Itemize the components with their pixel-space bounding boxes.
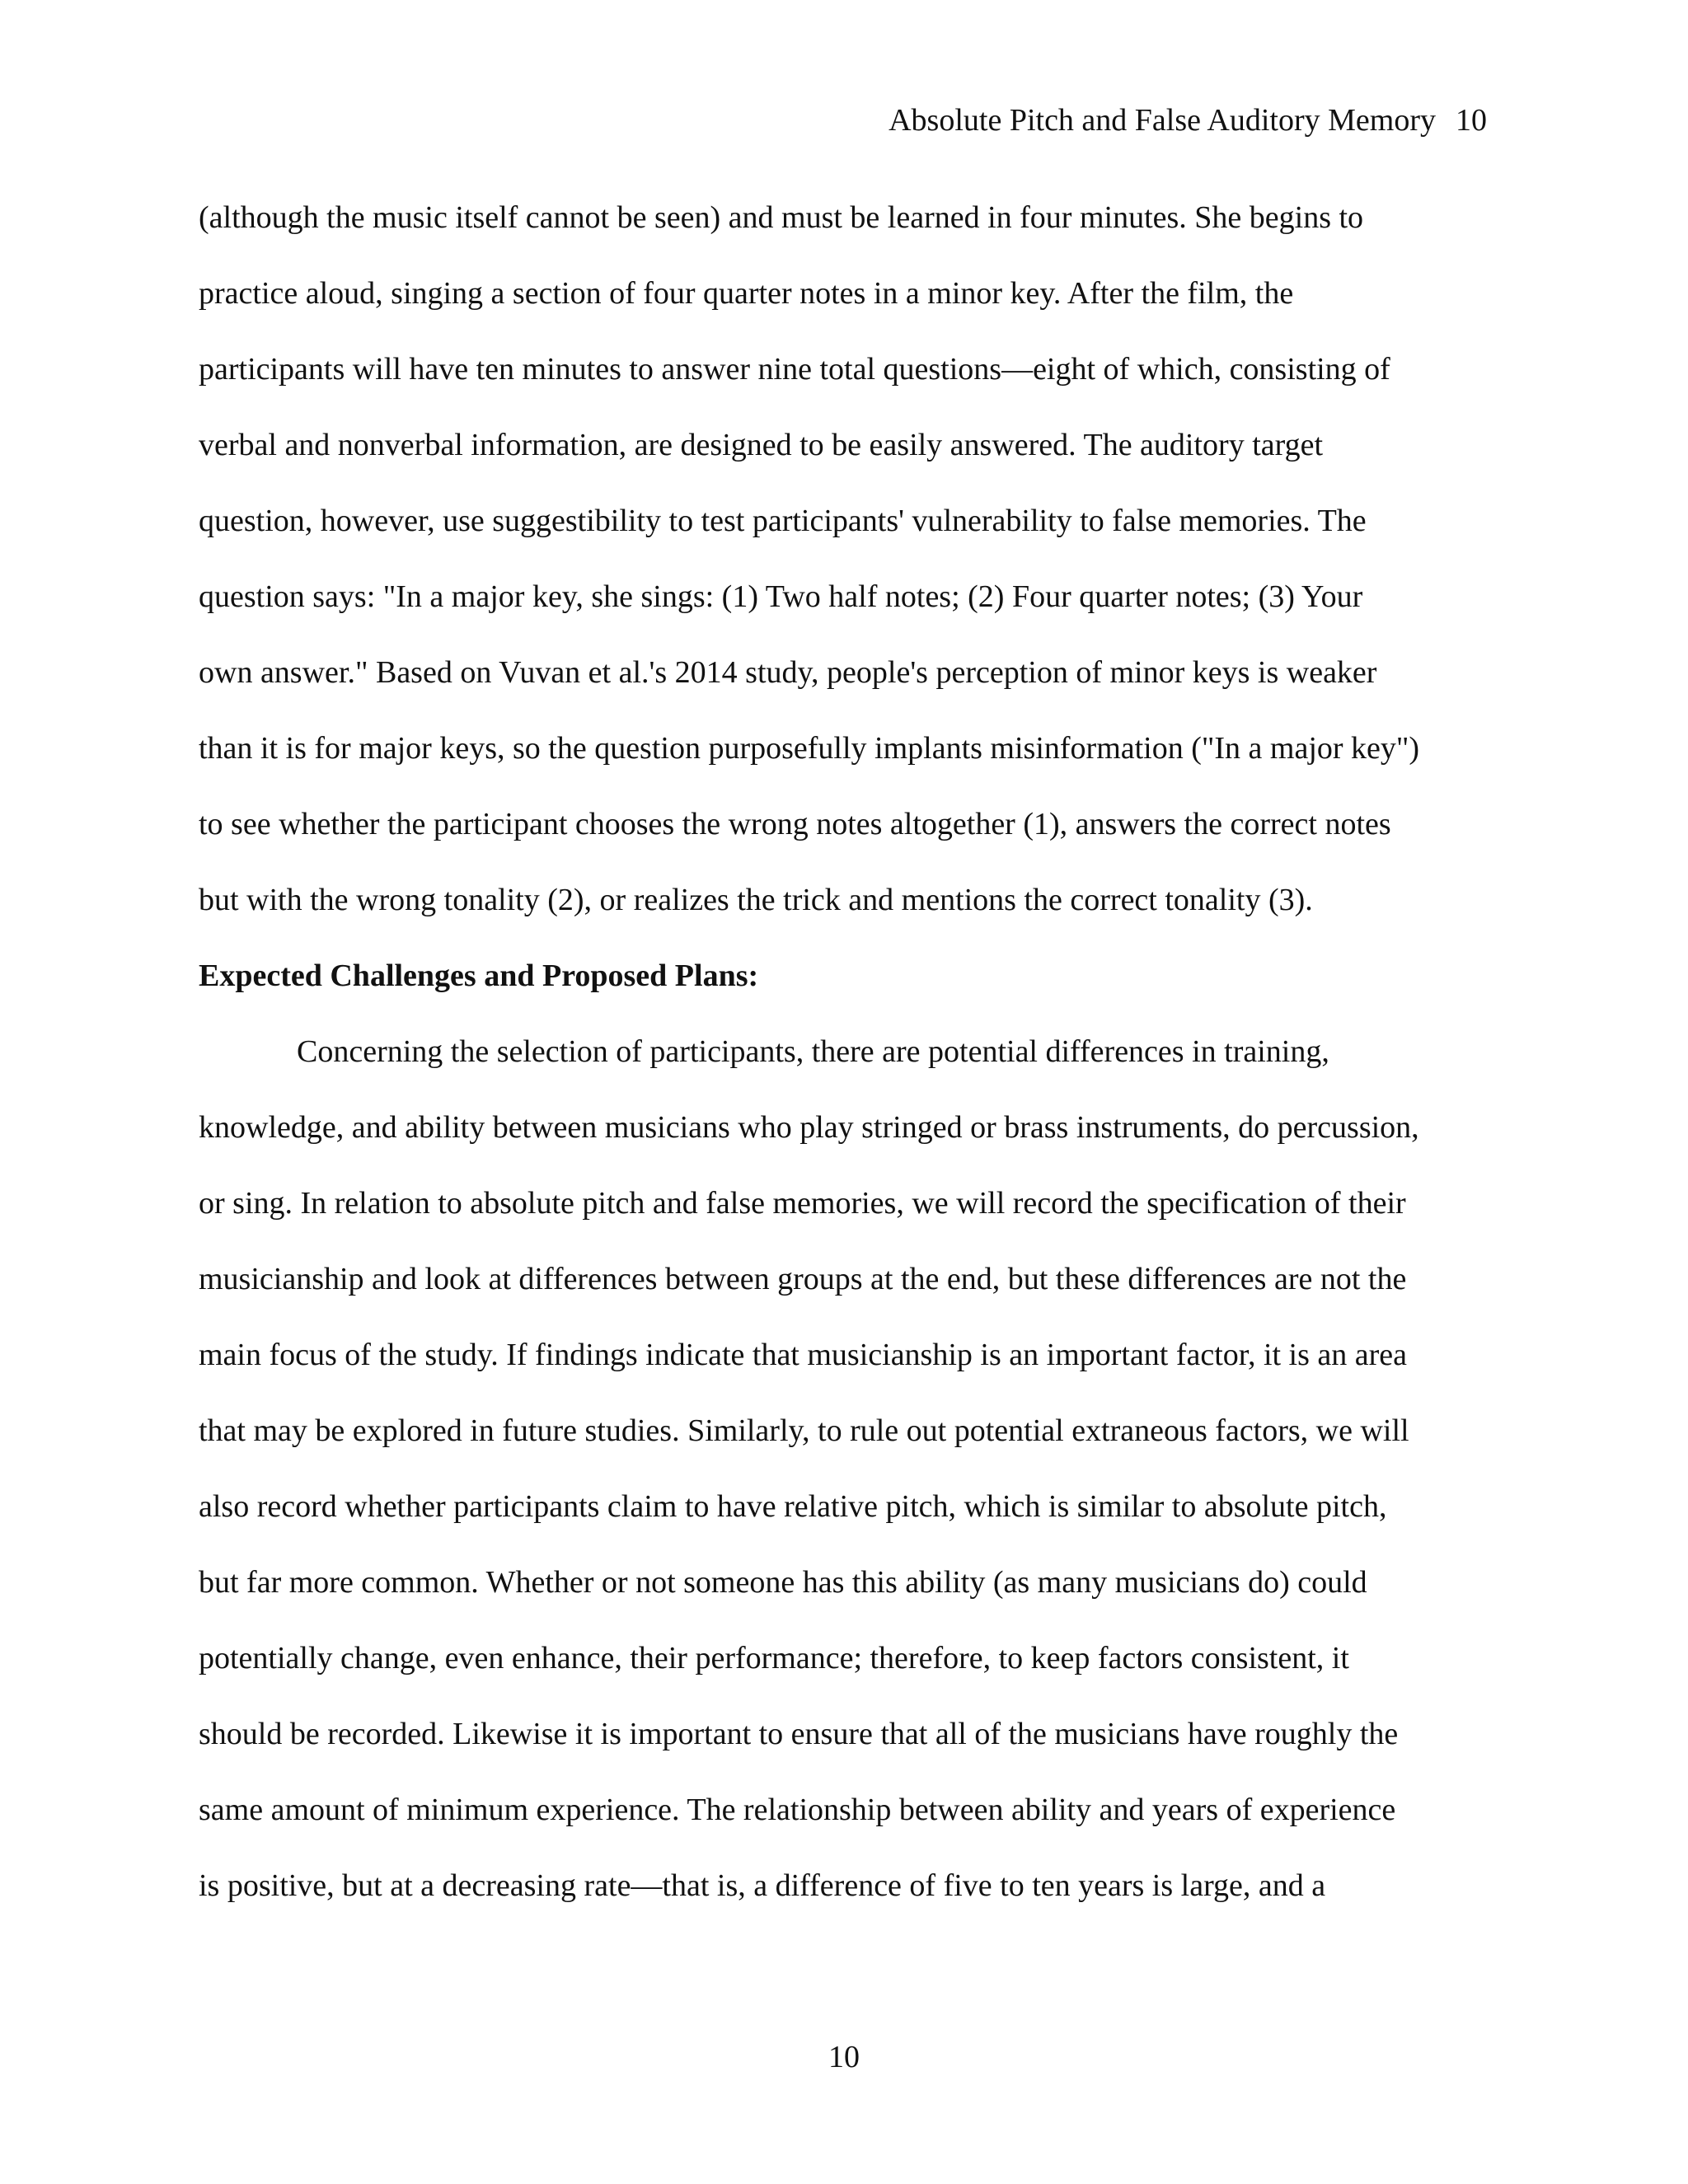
running-head-page-number: 10 bbox=[1456, 103, 1487, 138]
text-line: (although the music itself cannot be seen) and must be learned in four minutes. She begins to bbox=[199, 200, 1364, 235]
text-line: same amount of minimum experience. The relationship between ability and years of experience bbox=[199, 1793, 1396, 1827]
text-line: question, however, use suggestibility to test participants' vulnerability to false memories. The bbox=[199, 504, 1367, 538]
text-line: to see whether the participant chooses the wrong notes altogether (1), answers the correct notes bbox=[199, 807, 1391, 841]
text-line: potentially change, even enhance, their performance; therefore, to keep factors consistent, it bbox=[199, 1641, 1349, 1675]
text-line: main focus of the study. If findings indicate that musicianship is an important factor, it is an area bbox=[199, 1338, 1408, 1372]
text-line: also record whether participants claim to have relative pitch, which is similar to absolute pitch, bbox=[199, 1489, 1387, 1524]
text-line: practice aloud, singing a section of four quarter notes in a minor key. After the film, the bbox=[199, 276, 1294, 311]
text-line: question says: "In a major key, she sings: (1) Two half notes; (2) Four quarter notes; (3) Your bbox=[199, 579, 1363, 614]
text-line: than it is for major keys, so the question purposefully implants misinformation ("In a major key") bbox=[199, 731, 1420, 766]
text-line: should be recorded. Likewise it is important to ensure that all of the musicians have roughly the bbox=[199, 1717, 1399, 1751]
text-line: knowledge, and ability between musicians who play stringed or brass instruments, do percussion, bbox=[199, 1110, 1419, 1145]
text-line: participants will have ten minutes to answer nine total questions—eight of which, consisting of bbox=[199, 352, 1390, 387]
footer-page-number: 10 bbox=[828, 2040, 860, 2074]
section-heading: Expected Challenges and Proposed Plans: bbox=[199, 958, 759, 993]
text-line: or sing. In relation to absolute pitch and false memories, we will record the specification of their bbox=[199, 1186, 1406, 1221]
paragraph-challenges bbox=[199, 1029, 1495, 1938]
text-line: own answer." Based on Vuvan et al.'s 2014 study, people's perception of minor keys is weaker bbox=[199, 655, 1377, 690]
text-line: is positive, but at a decreasing rate—that is, a difference of five to ten years is large, and a bbox=[199, 1868, 1326, 1903]
paragraph-continued bbox=[199, 194, 1495, 953]
running-head-title: Absolute Pitch and False Auditory Memory bbox=[889, 103, 1436, 138]
text-line: but far more common. Whether or not someone has this ability (as many musicians do) could bbox=[199, 1565, 1367, 1600]
text-line-indented: Concerning the selection of participants, there are potential differences in training, bbox=[297, 1034, 1329, 1069]
running-head bbox=[889, 97, 1487, 143]
text-line: but with the wrong tonality (2), or realizes the trick and mentions the correct tonality (3). bbox=[199, 883, 1313, 917]
text-line: verbal and nonverbal information, are designed to be easily answered. The auditory target bbox=[199, 428, 1324, 462]
text-line: that may be explored in future studies. Similarly, to rule out potential extraneous factors, we will bbox=[199, 1413, 1409, 1448]
text-line: musicianship and look at differences between groups at the end, but these differences are not the bbox=[199, 1262, 1407, 1296]
body-text bbox=[199, 194, 1495, 1938]
